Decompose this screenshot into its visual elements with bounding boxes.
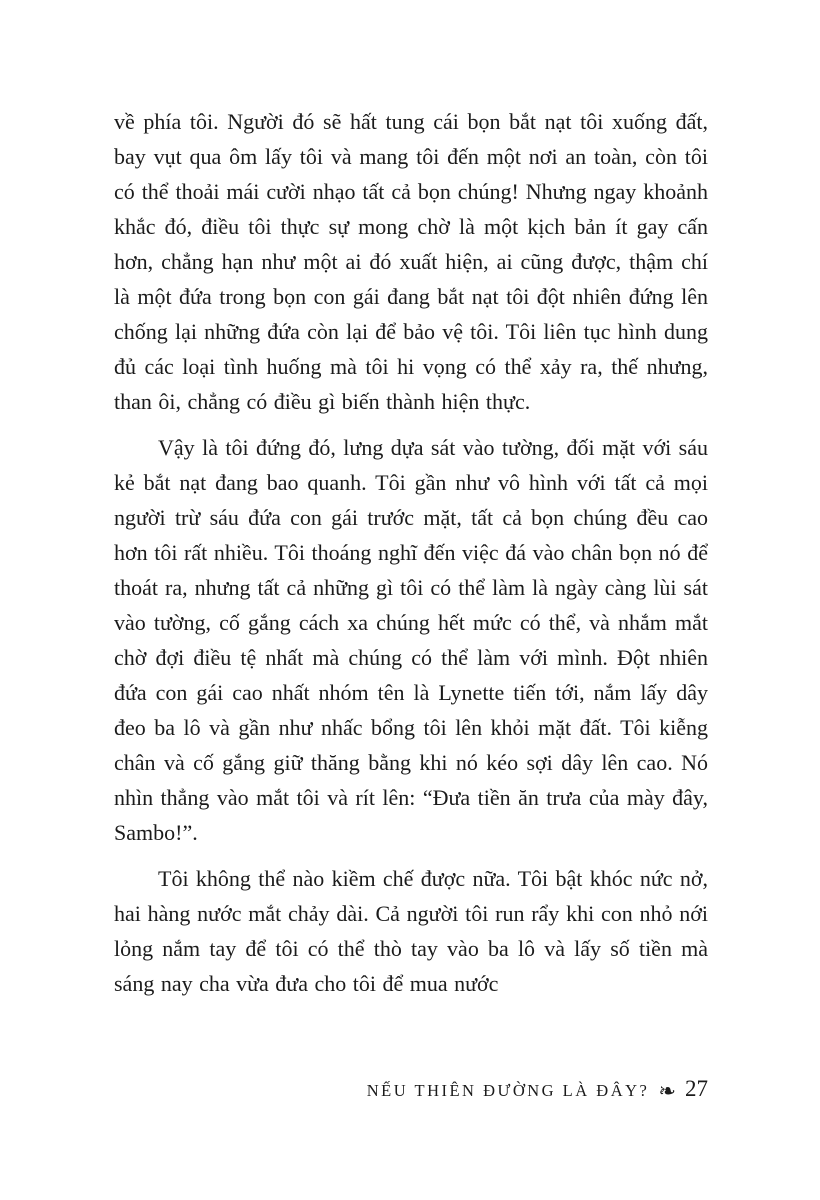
body-text bbox=[114, 104, 708, 1001]
running-title: NẾU THIÊN ĐƯỜNG LÀ ĐÂY? bbox=[366, 1081, 650, 1100]
page-number: 27 bbox=[685, 1076, 708, 1101]
page-footer bbox=[367, 1076, 708, 1102]
paragraph: Tôi không thể nào kiềm chế được nữa. Tôi bật khóc nức nở, hai hàng nước mắt chảy dài. Cả người tôi run rẩy khi con nhỏ nới lỏng nắm tay để tôi có thể thò tay vào ba lô và lấy số tiền mà sáng nay cha vừa đưa cho tôi để mua nước bbox=[114, 866, 708, 996]
paragraph: Vậy là tôi đứng đó, lưng dựa sát vào tường, đối mặt với sáu kẻ bắt nạt đang bao quanh. Tôi gần như vô hình với tất cả mọi người trừ sáu đứa con gái trước mặt, tất cả bọn chúng đều cao hơn tôi rất nhiều. Tôi thoáng nghĩ đến việc đá vào chân bọn nó để thoát ra, nhưng tất cả những gì tôi có thể làm là ngày càng lùi sát vào tường, cố gắng cách xa chúng hết mức có thể, và nhắm mắt chờ đợi điều tệ nhất mà chúng có thể làm với mình. Đột nhiên đứa con gái cao nhất nhóm tên là Lynette tiến tới, nắm lấy dây đeo ba lô và gần như nhấc bổng tôi lên khỏi mặt đất. Tôi kiễng chân và cố gắng giữ thăng bằng khi nó kéo sợi dây lên cao. Nó nhìn thẳng vào mắt tôi và rít lên: “Đưa tiền ăn trưa của mày đây, Sambo!”. bbox=[114, 435, 708, 845]
floral-ornament-icon: ❧ bbox=[658, 1079, 676, 1103]
paragraph: về phía tôi. Người đó sẽ hất tung cái bọn bắt nạt tôi xuống đất, bay vụt qua ôm lấy tôi và mang tôi đến một nơi an toàn, còn tôi có thể thoải mái cười nhạo tất cả bọn chúng! Nhưng ngay khoảnh khắc đó, điều tôi thực sự mong chờ là một kịch bản ít gay cấn hơn, chẳng hạn như một ai đó xuất hiện, ai cũng được, thậm chí là một đứa trong bọn con gái đang bắt nạt tôi đột nhiên đứng lên chống lại những đứa còn lại để bảo vệ tôi. Tôi liên tục hình dung đủ các loại tình huống mà tôi hi vọng có thể xảy ra, thế nhưng, than ôi, chẳng có điều gì biến thành hiện thực. bbox=[114, 109, 708, 414]
